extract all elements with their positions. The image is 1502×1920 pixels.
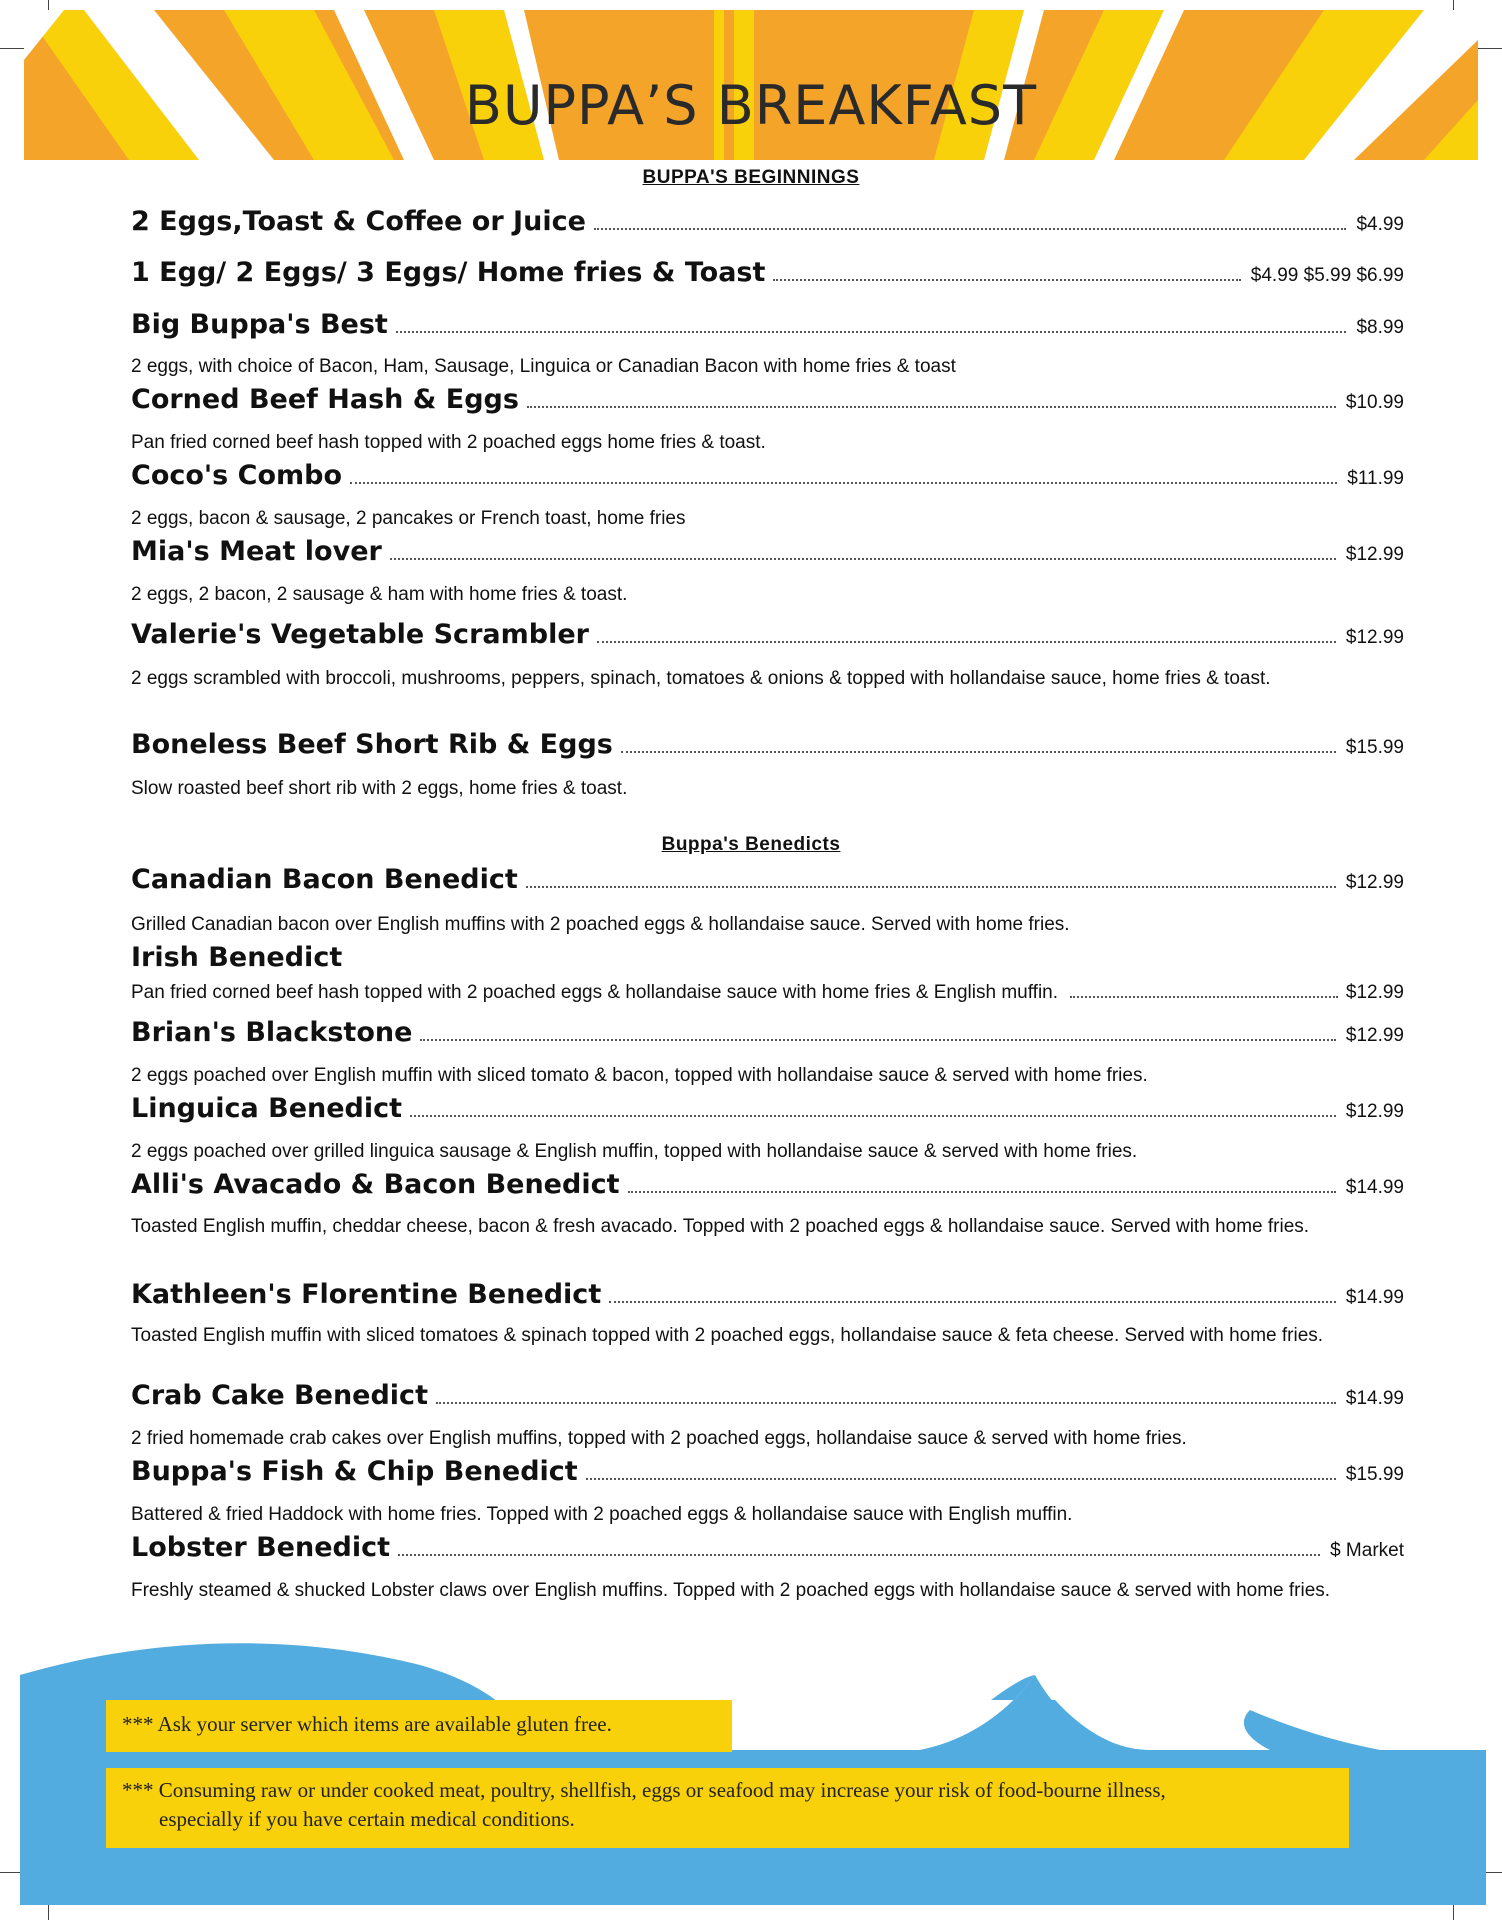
menu-item [131,864,1404,895]
leader-dots [390,558,1336,560]
section-heading-beginnings: BUPPA'S BEGINNINGS [642,167,860,188]
leader-dots [436,1402,1336,1404]
menu-item-price: $11.99 [1347,468,1404,489]
menu-item-name: Valerie's Vegetable Scrambler [131,619,589,650]
menu-item [131,1380,1404,1411]
menu-item-price: $8.99 [1356,317,1404,338]
menu-item-name: Lobster Benedict [131,1532,391,1563]
menu-item-price: $15.99 [1345,737,1404,758]
raw-food-warning-line1: *** Consuming raw or under cooked meat, poultry, shellfish, eggs or seafood may increase your risk of food-bourne illness, [122,1778,1166,1802]
menu-item-name: Kathleen's Florentine Benedict [131,1279,602,1310]
menu-item-price: $14.99 [1345,1287,1404,1308]
leader-dots [350,482,1337,484]
leader-dots [1070,996,1338,998]
menu-item-description: Battered & fried Haddock with home fries. Topped with 2 poached eggs & hollandaise sauce with English muffin. [131,1504,1073,1525]
leader-dots [396,331,1347,333]
menu-item-price: $14.99 [1345,1388,1404,1409]
menu-item-name: Mia's Meat lover [131,536,382,567]
menu-item-name: 2 Eggs,Toast & Coffee or Juice [131,206,586,237]
menu-item [131,257,1404,288]
menu-item-description: Grilled Canadian bacon over English muffins with 2 poached eggs & hollandaise sauce. Served with home fries. [131,914,1070,935]
menu-item-name: Irish Benedict [131,942,343,973]
menu-item-name: Alli's Avacado & Bacon Benedict [131,1169,620,1200]
menu-item-description: 2 eggs, with choice of Bacon, Ham, Sausage, Linguica or Canadian Bacon with home fries & toast [131,356,956,377]
leader-dots [526,886,1336,888]
menu-item-price: $12.99 [1345,872,1404,893]
leader-dots [410,1115,1336,1117]
menu-item-description: 2 eggs poached over English muffin with sliced tomato & bacon, topped with hollandaise sauce & served with home fries. [131,1065,1148,1086]
menu-item-price: $12.99 [1345,627,1404,648]
leader-dots [609,1301,1336,1303]
menu-item-name: Linguica Benedict [131,1093,403,1124]
menu-item-price: $4.99 $5.99 $6.99 [1250,265,1404,286]
menu-item-price: $ Market [1330,1540,1404,1561]
menu-item-name: Canadian Bacon Benedict [131,864,518,895]
menu-item-price: $10.99 [1345,392,1404,413]
menu-item-description: 2 eggs poached over grilled linguica sausage & English muffin, topped with hollandaise sauce & served with home fries. [131,1141,1138,1162]
gluten-free-note: *** Ask your server which items are available gluten free. [106,1700,732,1752]
leader-dots [773,279,1240,281]
menu-item-price: $12.99 [1345,544,1404,565]
menu-item-description: 2 fried homemade crab cakes over English muffins, topped with 2 poached eggs, hollandaise sauce & served with home fries. [131,1428,1187,1449]
section-heading-benedicts: Buppa's Benedicts [661,834,841,855]
menu-item-name: Crab Cake Benedict [131,1380,428,1411]
menu-item-name: Corned Beef Hash & Eggs [131,384,519,415]
menu-item-description: Pan fried corned beef hash topped with 2 poached eggs & hollandaise sauce with home fries & English muffin. [131,982,1059,1003]
menu-item-description: Pan fried corned beef hash topped with 2 poached eggs home fries & toast. [131,432,766,453]
menu-item [131,384,1404,415]
menu-item-price: $15.99 [1345,1464,1404,1485]
menu-item-price: $12.99 [1345,1101,1404,1122]
menu-item-name: Buppa's Fish & Chip Benedict [131,1456,578,1487]
menu-item-description: 2 eggs scrambled with broccoli, mushrooms, peppers, spinach, tomatoes & onions & topped with hollandaise sauce, home fries & toast. [131,668,1271,689]
menu-item-name: Big Buppa's Best [131,309,388,340]
menu-item [131,536,1404,567]
raw-food-warning [106,1768,1349,1848]
menu-item-name: Coco's Combo [131,460,343,491]
menu-item-price: $12.99 [1345,1025,1404,1046]
menu-item-name: Brian's Blackstone [131,1017,413,1048]
leader-dots [628,1191,1336,1193]
leader-dots [527,406,1336,408]
menu-item [131,1279,1404,1310]
menu-item [131,1017,1404,1048]
leader-dots [621,751,1336,753]
menu-item-description: Freshly steamed & shucked Lobster claws over English muffins. Topped with 2 poached eggs with hollandaise sauce & served with home fries. [131,1580,1331,1601]
leader-dots [594,228,1347,230]
menu-item [131,619,1404,650]
menu-item [131,1456,1404,1487]
menu-item [131,206,1404,237]
menu-item-price: $4.99 [1356,214,1404,235]
menu-item-description: Toasted English muffin, cheddar cheese, bacon & fresh avacado. Topped with 2 poached eggs & hollandaise sauce. Served with home fries. [131,1216,1310,1237]
menu-item [131,1169,1404,1200]
menu-item-price: $12.99 [1345,982,1404,1003]
leader-dots [420,1039,1335,1041]
leader-dots [597,641,1336,643]
menu-item-description: 2 eggs, bacon & sausage, 2 pancakes or French toast, home fries [131,508,686,529]
menu-item [131,729,1404,760]
leader-dots [398,1554,1320,1556]
menu-item-description: Toasted English muffin with sliced tomatoes & spinach topped with 2 poached eggs, hollandaise sauce & feta cheese. Served with home fries. [131,1325,1324,1346]
leader-dots [586,1478,1336,1480]
menu-item [131,309,1404,340]
menu-item [131,460,1404,491]
raw-food-warning-line2: especially if you have certain medical conditions. [159,1807,575,1831]
page-title: BUPPA’S BREAKFAST [464,74,1038,137]
menu-item [131,1093,1404,1124]
menu-item [131,1532,1404,1563]
menu-item-name: 1 Egg/ 2 Eggs/ 3 Eggs/ Home fries & Toast [131,257,766,288]
menu-item-description: Slow roasted beef short rib with 2 eggs, home fries & toast. [131,778,628,799]
menu-item-price: $14.99 [1345,1177,1404,1198]
menu-item-description-row [131,982,1404,1004]
menu-item-name: Boneless Beef Short Rib & Eggs [131,729,613,760]
menu-item-description: 2 eggs, 2 bacon, 2 sausage & ham with home fries & toast. [131,584,628,605]
